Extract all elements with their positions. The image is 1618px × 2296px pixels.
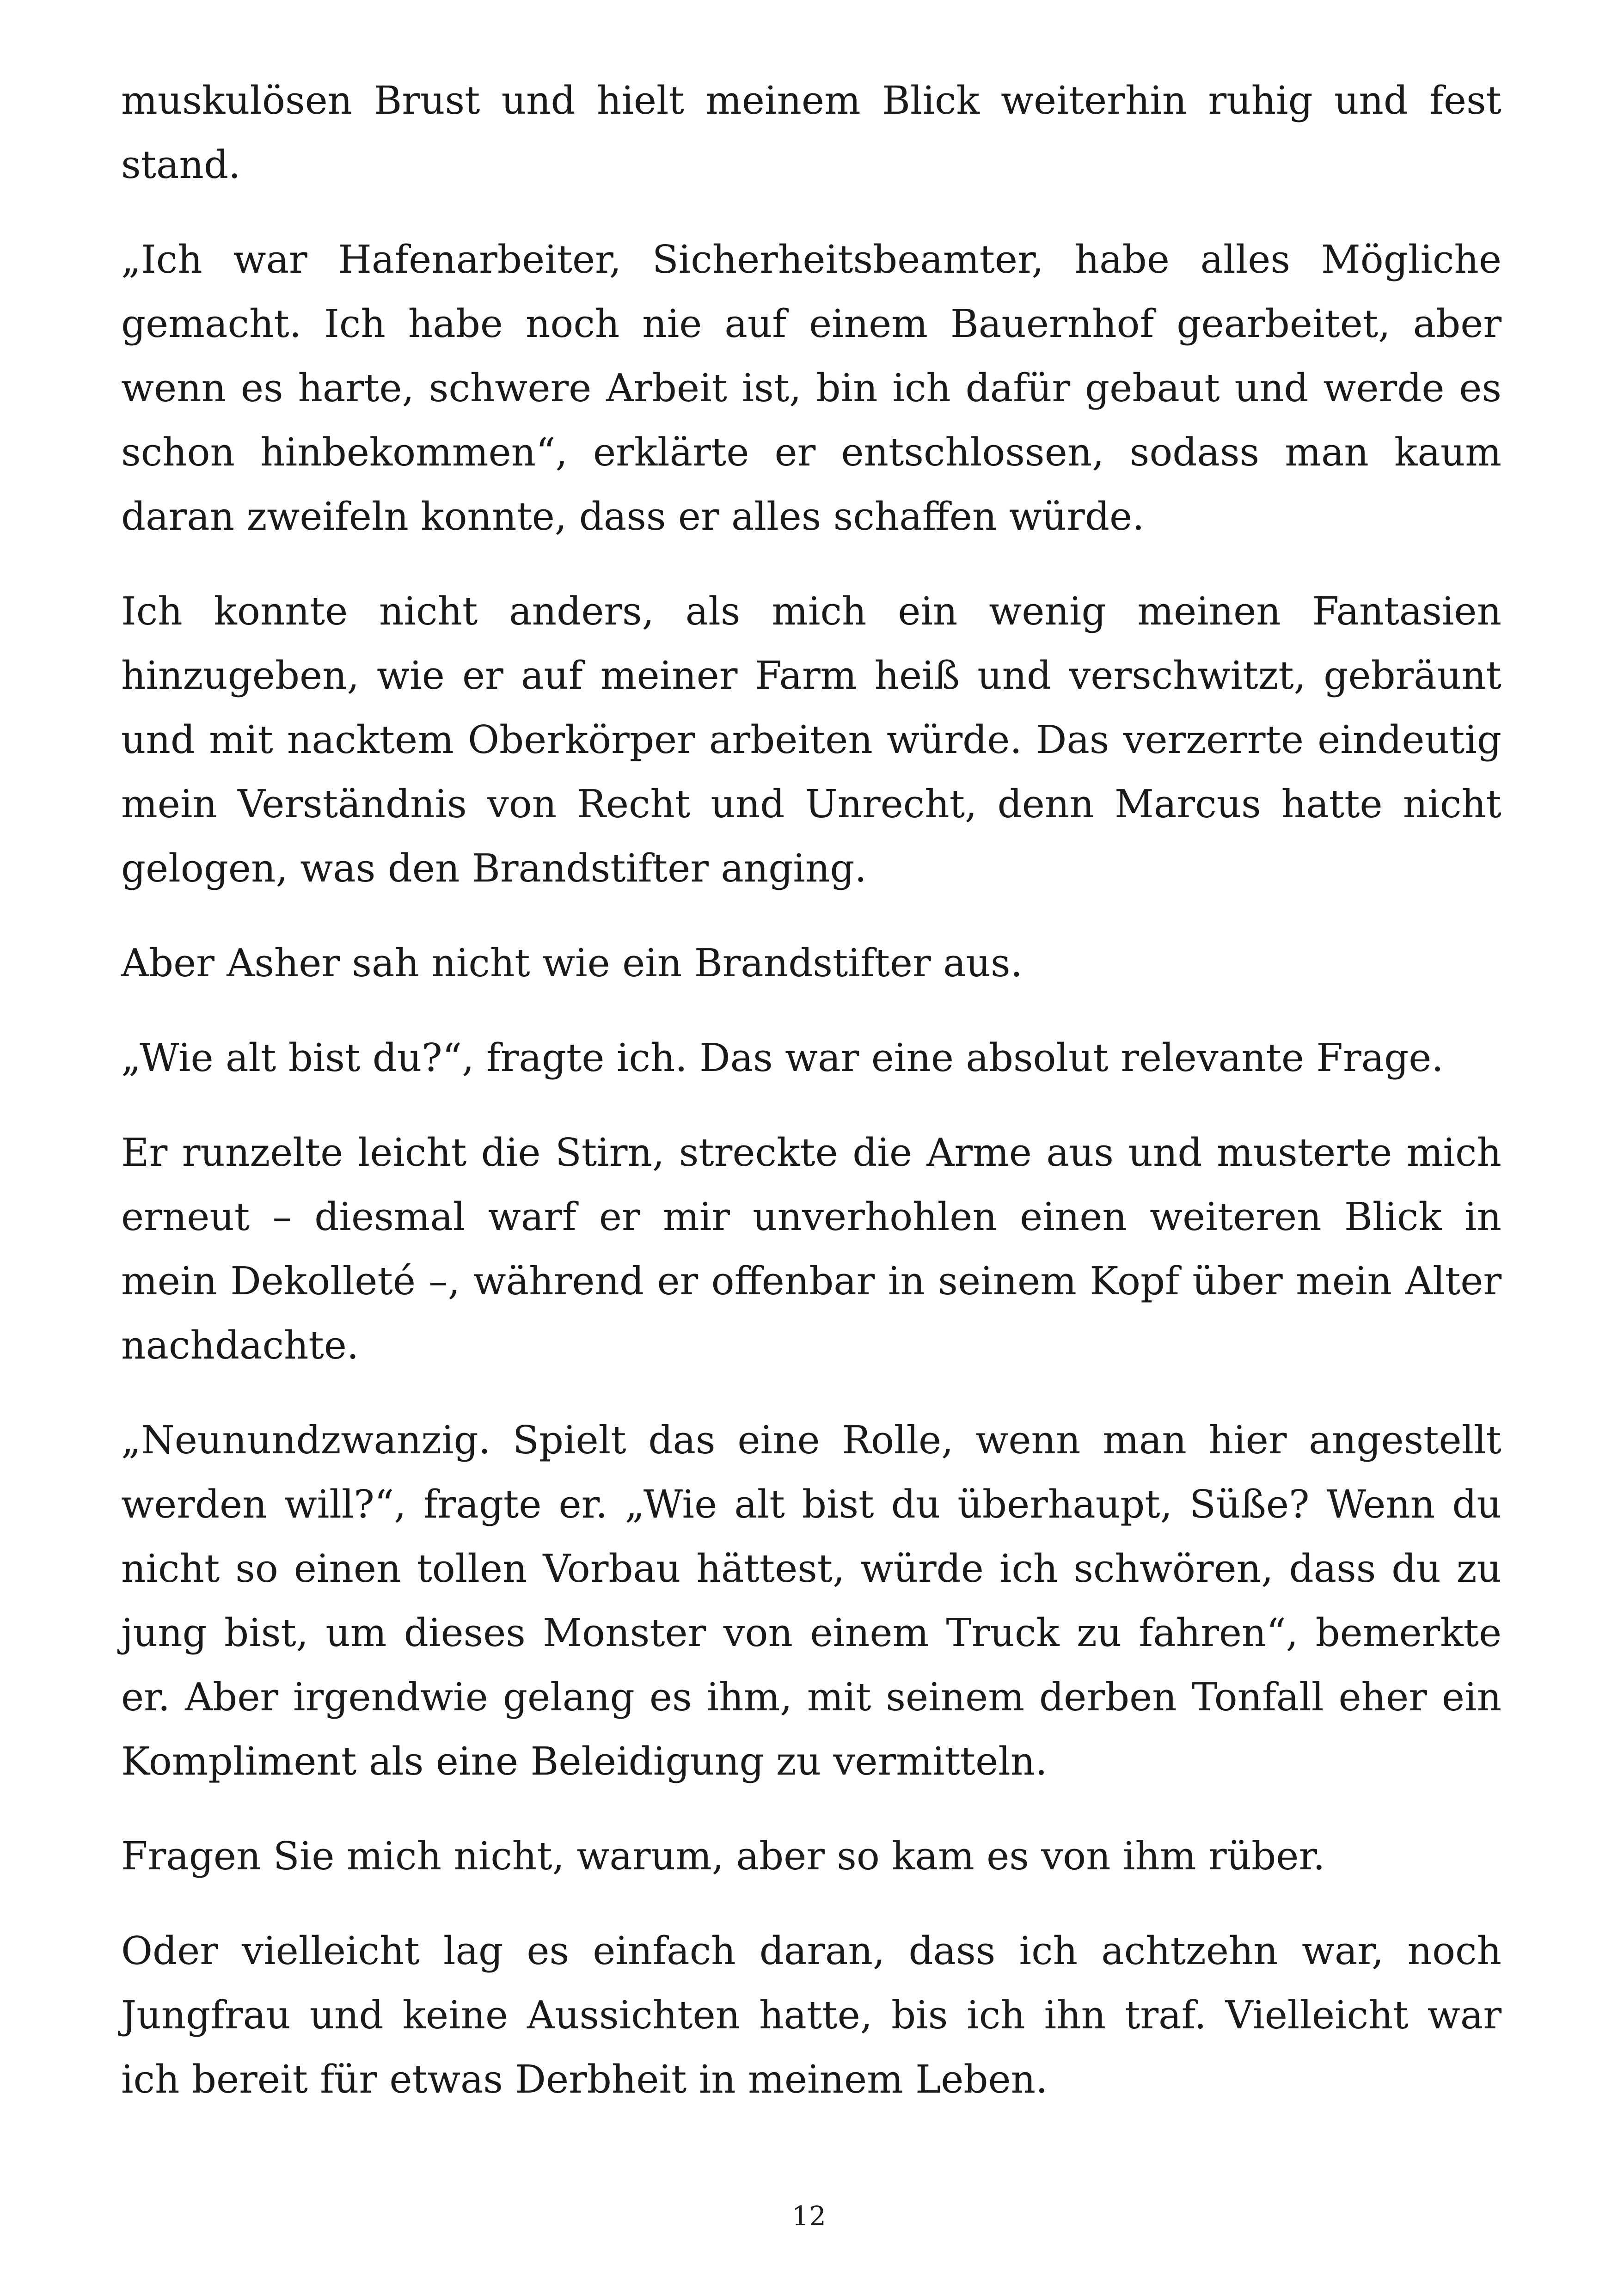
paragraph-4: Aber Asher sah nicht wie ein Brandstifter aus. <box>121 941 1023 986</box>
paragraph-6: Er runzelte leicht die Stirn, streckte die Arme aus und musterte mich erneut – diesmal warf er mir unverhohlen einen weiteren Blick in mein Dekolleté –, während er offenbar in seinem Kopf über mein Alter nachdachte. <box>121 1130 1502 1368</box>
page-number: 12 <box>792 2200 826 2232</box>
paragraph-1: muskulösen Brust und hielt meinem Blick weiterhin ruhig und fest stand. <box>121 78 1502 187</box>
paragraph-8: Fragen Sie mich nicht, warum, aber so kam es von ihm rüber. <box>121 1834 1325 1879</box>
body-text <box>121 68 1502 2142</box>
paragraph-7: „Neunundzwanzig. Spielt das eine Rolle, wenn man hier angestellt werden will?“, fragte er. „Wie alt bist du überhaupt, Süße? Wenn du nicht so einen tollen Vorbau hättest, würde ich schwören, dass du zu jung bist, um dieses Monster von einem Truck zu fahren“, bemerkte er. Aber irgendwie gelang es ihm, mit seinem derben Tonfall eher ein Kompliment als eine Beleidigung zu vermitteln. <box>121 1418 1502 1784</box>
paragraph-5: „Wie alt bist du?“, fragte ich. Das war eine absolut relevante Frage. <box>121 1035 1444 1080</box>
paragraph-3: Ich konnte nicht anders, als mich ein wenig meinen Fantasien hinzugeben, wie er auf meiner Farm heiß und verschwitzt, gebräunt und mit nacktem Oberkörper arbeiten würde. Das verzerrte eindeutig mein Verständnis von Recht und Unrecht, denn Marcus hatte nicht gelogen, was den Brandstifter anging. <box>121 589 1502 891</box>
paragraph-9: Oder vielleicht lag es einfach daran, dass ich achtzehn war, noch Jungfrau und keine Aussichten hatte, bis ich ihn traf. Vielleicht war ich bereit für etwas Derbheit in meinem Leben. <box>121 1929 1502 2102</box>
paragraph-2: „Ich war Hafenarbeiter, Sicherheitsbeamter, habe alles Mögliche gemacht. Ich habe noch nie auf einem Bauernhof gearbeitet, aber wenn es harte, schwere Arbeit ist, bin ich dafür gebaut und werde es schon hinbekommen“, erklärte er entschlossen, sodass man kaum daran zweifeln konnte, dass er alles schaffen würde. <box>121 237 1502 539</box>
